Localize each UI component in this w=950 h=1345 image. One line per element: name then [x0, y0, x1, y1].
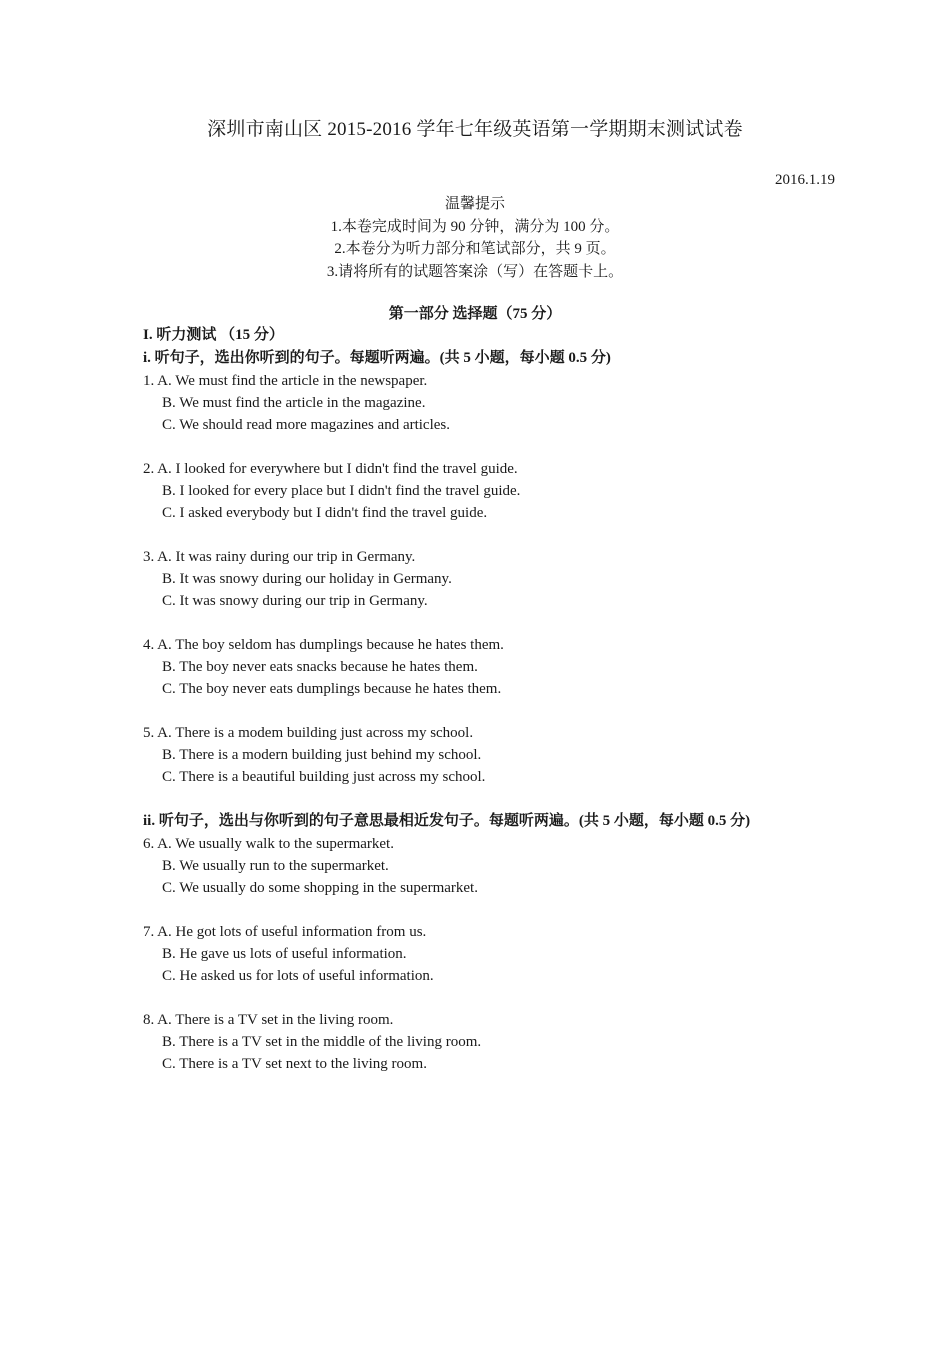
tips-block	[0, 193, 950, 283]
option-a: 1. A. We must find the article in the newspaper.	[143, 373, 428, 389]
option-a: 2. A. I looked for everywhere but I didn't find the travel guide.	[143, 461, 518, 477]
question-6	[143, 833, 863, 899]
option-c: C. We usually do some shopping in the supermarket.	[162, 880, 478, 896]
tips-line-1: 1.本卷完成时间为 90 分钟，满分为 100 分。	[330, 218, 620, 235]
option-c: C. There is a TV set next to the living room.	[162, 1056, 427, 1072]
tips-line-3: 3.请将所有的试题答案涂（写）在答题卡上。	[326, 263, 624, 280]
option-b: B. It was snowy during our holiday in Germany.	[162, 571, 452, 587]
question-3	[143, 546, 863, 612]
spacer	[143, 987, 863, 1009]
option-a: 7. A. He got lots of useful information from us.	[143, 924, 427, 940]
spacer	[143, 700, 863, 722]
part-one-title: 第一部分 选择题（75 分）	[388, 306, 562, 322]
option-c: C. We should read more magazines and articles.	[162, 417, 451, 433]
tips-heading: 温馨提示	[444, 196, 505, 212]
option-c: C. It was snowy during our trip in Germany.	[162, 593, 428, 609]
option-c: C. The boy never eats dumplings because he hates them.	[162, 681, 502, 697]
spacer	[143, 899, 863, 921]
option-b: B. There is a modern building just behind my school.	[162, 747, 482, 763]
spacer	[143, 524, 863, 546]
spacer	[143, 788, 863, 810]
option-b: B. He gave us lots of useful information.	[162, 946, 407, 962]
option-b: B. The boy never eats snacks because he hates them.	[162, 659, 478, 675]
option-b: B. We usually run to the supermarket.	[162, 858, 389, 874]
question-4	[143, 634, 863, 700]
option-a: 4. A. The boy seldom has dumplings because he hates them.	[143, 637, 504, 653]
option-a: 5. A. There is a modem building just across my school.	[143, 725, 474, 741]
option-c: C. I asked everybody but I didn't find the travel guide.	[162, 505, 488, 521]
question-8	[143, 1009, 863, 1075]
option-a: 6. A. We usually walk to the supermarket.	[143, 836, 394, 852]
subsection-ii-heading: ii. 听句子，选出与你听到的句子意思最相近发句子。每题听两遍。(共 5 小题，每小题 0.5 分)	[143, 813, 751, 829]
option-b: B. There is a TV set in the middle of the living room.	[162, 1034, 482, 1050]
listening-section	[143, 324, 863, 1075]
option-b: B. I looked for every place but I didn't find the travel guide.	[162, 483, 521, 499]
option-a: 3. A. It was rainy during our trip in Germany.	[143, 549, 416, 565]
subsection-i-heading: i. 听句子，选出你听到的句子。每题听两遍。(共 5 小题，每小题 0.5 分)	[143, 350, 611, 366]
option-c: C. There is a beautiful building just across my school.	[162, 769, 486, 785]
question-1	[143, 370, 863, 436]
question-7	[143, 921, 863, 987]
tips-line-2: 2.本卷分为听力部分和笔试部分，共 9 页。	[334, 241, 616, 257]
option-b: B. We must find the article in the magazine.	[162, 395, 426, 411]
spacer	[143, 612, 863, 634]
question-2	[143, 458, 863, 524]
option-a: 8. A. There is a TV set in the living room.	[143, 1012, 394, 1028]
option-c: C. He asked us for lots of useful information.	[162, 968, 434, 984]
section-heading: I. 听力测试 （15 分）	[143, 327, 284, 343]
question-5	[143, 722, 863, 788]
exam-title: 深圳市南山区 2015-2016 学年七年级英语第一学期期末测试试卷	[207, 119, 743, 140]
exam-date: 2016.1.19	[775, 172, 835, 188]
spacer	[143, 436, 863, 458]
